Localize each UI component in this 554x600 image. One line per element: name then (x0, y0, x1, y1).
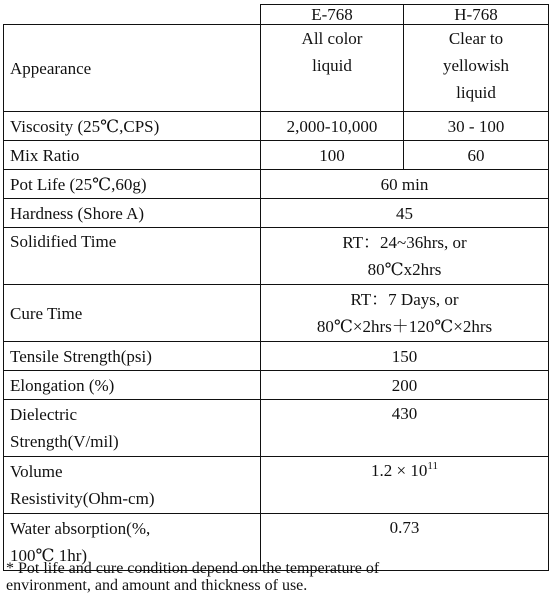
value-hardness: 45 (261, 199, 549, 228)
row-appearance (4, 25, 549, 112)
value-tensile-strength: 150 (261, 342, 549, 371)
row-elongation (4, 371, 549, 400)
row-volume-resistivity (4, 457, 549, 514)
value-solidified-time (261, 228, 549, 285)
value-pot-life: 60 min (261, 170, 549, 199)
label-line: Resistivity(Ohm-cm) (10, 489, 155, 508)
value-viscosity-h768: 30 - 100 (404, 112, 549, 141)
spec-table (3, 4, 549, 571)
label-elongation: Elongation (%) (4, 371, 261, 400)
value-line: RT：7 Days, or (350, 290, 459, 309)
label-hardness: Hardness (Shore A) (4, 199, 261, 228)
row-tensile-strength (4, 342, 549, 371)
footnote-line: environment, and amount and thickness of use. (6, 577, 308, 594)
label-line: Dielectric (10, 405, 78, 424)
footnote (6, 560, 551, 594)
label-pot-life: Pot Life (25℃,60g) (4, 170, 261, 199)
label-volume-resistivity (4, 457, 261, 514)
label-viscosity: Viscosity (25℃,CPS) (4, 112, 261, 141)
label-line: Volume (10, 462, 63, 481)
value-mix-ratio-h768: 60 (404, 141, 549, 170)
row-hardness (4, 199, 549, 228)
value-line: 80℃x2hrs (367, 260, 442, 279)
value-line: RT：24~36hrs, or (342, 233, 467, 252)
header-row (4, 5, 549, 25)
row-pot-life (4, 170, 549, 199)
header-blank-cell (4, 5, 261, 25)
value-appearance-h768 (404, 25, 549, 112)
label-cure-time: Cure Time (4, 285, 261, 342)
row-cure-time (4, 285, 549, 342)
label-line: 100℃ 1hr) (10, 546, 88, 565)
label-solidified-time: Solidified Time (4, 228, 261, 285)
value-line: liquid (456, 83, 496, 102)
label-line: Strength(V/mil) (10, 432, 119, 451)
value-exponent: 11 (427, 460, 438, 472)
value-cure-time (261, 285, 549, 342)
value-line: Clear to (448, 29, 504, 48)
value-viscosity-e768: 2,000-10,000 (261, 112, 404, 141)
label-tensile-strength: Tensile Strength(psi) (4, 342, 261, 371)
label-line: Water absorption(%, (10, 519, 151, 538)
row-mix-ratio (4, 141, 549, 170)
value-line: liquid (312, 56, 352, 75)
value-elongation: 200 (261, 371, 549, 400)
value-base: 1.2 × 10 (371, 461, 428, 480)
value-line: yellowish (442, 56, 510, 75)
row-viscosity (4, 112, 549, 141)
column-header-h768: H-768 (404, 5, 549, 25)
value-dielectric-strength: 430 (261, 400, 549, 457)
value-appearance-e768 (261, 25, 404, 112)
footnote-line: * Pot life and cure condition depend on the temperature of (6, 560, 380, 577)
row-solidified-time (4, 228, 549, 285)
label-dielectric-strength (4, 400, 261, 457)
row-dielectric-strength (4, 400, 549, 457)
value-volume-resistivity (261, 457, 549, 514)
value-line: All color (301, 29, 363, 48)
label-appearance: Appearance (4, 25, 261, 112)
value-water-absorption: 0.73 (261, 514, 549, 571)
value-line: 80℃×2hrs＋120℃×2hrs (316, 317, 493, 336)
value-mix-ratio-e768: 100 (261, 141, 404, 170)
column-header-e768: E-768 (261, 5, 404, 25)
label-mix-ratio: Mix Ratio (4, 141, 261, 170)
